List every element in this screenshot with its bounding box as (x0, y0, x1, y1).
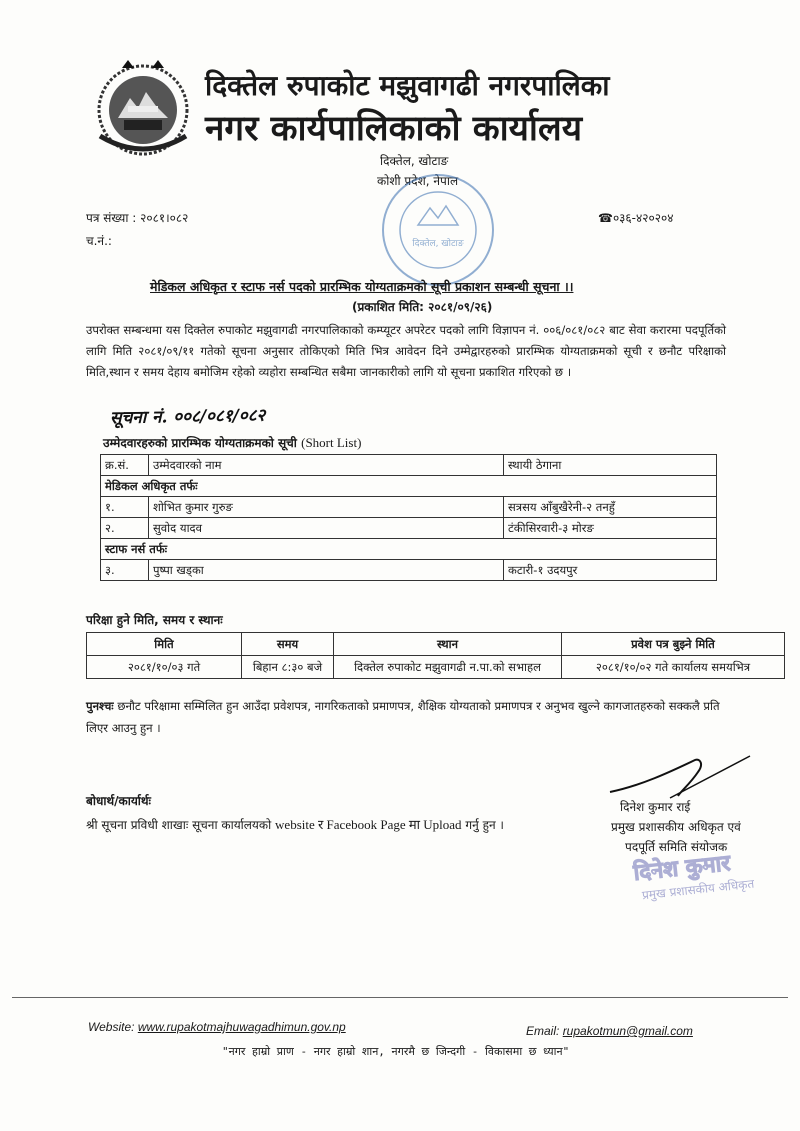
stamp-name: दिनेश कुमार (632, 851, 732, 887)
shortlist-title (103, 434, 361, 451)
signatory-name: दिनेश कुमार राई (620, 800, 691, 814)
email-label: Email: (526, 1024, 563, 1038)
letter-number: पत्र संख्या : २०८१।०८२ (86, 211, 189, 225)
dispatch-number: च.नं.: (86, 234, 112, 248)
cell-name: शोभित कुमार गुरुङ (149, 497, 504, 518)
municipality-name: दिक्तेल रुपाकोट मझुवागढी नगरपालिका (205, 69, 610, 102)
table-header-row (87, 633, 785, 656)
section-label-nurse: स्टाफ नर्स तर्फः (101, 539, 717, 560)
postscript-note (86, 695, 736, 739)
cc-line-a: श्री सूचना प्रविधी शाखाः सूचना कार्यालयको (86, 818, 276, 832)
shortlist-title-en: (Short List) (301, 435, 362, 450)
footer-motto: "नगर हाम्रो प्राण - नगर हाम्रो शान, नगरमै छ जिन्दगी - विकासमा छ ध्यान" (222, 1045, 570, 1058)
table-row (101, 497, 717, 518)
stamp-text: दिक्तेल, खोटाङ (412, 239, 464, 249)
cell-sn: २. (101, 518, 149, 539)
cell-date: २०८१/१०/०३ गते (87, 656, 242, 679)
table-row (101, 518, 717, 539)
shortlist-title-np: उम्मेदवारहरुको प्रारम्भिक योग्यताक्रमको सूची (103, 436, 297, 450)
cc-title: बोधार्थ/कार्यार्थः (86, 794, 151, 808)
col-header-date: मिति (87, 633, 242, 656)
exam-schedule-table (86, 632, 785, 679)
postscript-text: छनौट परिक्षामा सम्मिलित हुन आउँदा प्रवेशपत्र, नागरिकताको प्रमाणपत्र, शैक्षिक योग्यताको प्रमाणपत्र र अनुभव खुल्ने कागजातहरुको सक्कलै प्रति लिएर आउनु हुन । (86, 699, 720, 735)
office-name: नगर कार्यपालिकाको कार्यालय (205, 108, 583, 149)
shortlist-table (100, 454, 717, 581)
signature-icon (600, 752, 770, 800)
cell-address: टंकीसिरवारी-३ मोरङ (504, 518, 717, 539)
handwritten-notice-number: सूचना नं. ००८/०८१/०८२ (109, 405, 266, 429)
email-link[interactable]: rupakotmun@gmail.com (562, 1024, 693, 1038)
cell-venue: दिक्तेल रुपाकोट मझुवागढी न.पा.को सभाहल (334, 656, 562, 679)
footer-website (88, 1020, 346, 1034)
cell-address: कटारी-१ उदयपुर (504, 560, 717, 581)
cell-address: सत्रसय आँबुखैरेनी-२ तनहुँ (504, 497, 717, 518)
cc-line-c: गर्नु हुन । (461, 818, 504, 832)
table-row (101, 560, 717, 581)
section-label-medical: मेडिकल अधिकृत तर्फः (101, 476, 717, 497)
website-link[interactable]: www.rupakotmajhuwagadhimun.gov.np (137, 1020, 346, 1034)
col-header-name: उम्मेदवारको नाम (149, 455, 504, 476)
table-row (87, 656, 785, 679)
exam-schedule-title: परिक्षा हुने मिति, समय र स्थानः (86, 613, 223, 627)
name-stamp-icon (612, 842, 772, 904)
phone-number: ☎०३६-४२०२०४ (598, 211, 674, 225)
footer-divider (12, 997, 788, 998)
signatory-title-1: प्रमुख प्रशासकीय अधिकृत एवं (611, 820, 741, 834)
section-row-nurse (101, 539, 717, 560)
col-header-venue: स्थान (334, 633, 562, 656)
col-header-time: समय (242, 633, 334, 656)
cc-line (86, 815, 504, 833)
nepal-emblem-icon (92, 58, 194, 158)
cell-sn: १. (101, 497, 149, 518)
cc-line-b: website र Facebook Page मा Upload (275, 817, 462, 832)
notice-subject: मेडिकल अधिकृत र स्टाफ नर्स पदको प्रारम्भिक योग्यताक्रमको सूची प्रकाशन सम्बन्धी सूचना ।। (150, 279, 574, 294)
footer-email (526, 1024, 693, 1038)
stamp-title: प्रमुख प्रशासकीय अधिकृत (641, 876, 755, 903)
section-row-medical (101, 476, 717, 497)
cell-name: सुवोद यादव (149, 518, 504, 539)
website-label: Website: (88, 1020, 138, 1034)
cell-admit-card-date: २०८१/१०/०२ गते कार्यालय समयभित्र (562, 656, 785, 679)
signatory-title-2: पदपूर्ति समिति संयोजक (625, 840, 728, 854)
col-header-address: स्थायी ठेगाना (504, 455, 717, 476)
cell-name: पुष्पा खड्का (149, 560, 504, 581)
notice-body: उपरोक्त सम्बन्धमा यस दिक्तेल रुपाकोट मझुवागढी नगरपालिकाको कम्प्यूटर अपरेटर पदको लागि विज्ञापन नं. ००६/०८१/०८२ बाट सेवा करारमा पदपूर्तिको लागि मिति २०८१/०९/११ गतेको सूचना अनुसार तोकिएको मिति भित्र आवेदन दिने उम्मेद्वारहरुको प्रारम्भिक योग्यताक्रमको सूची र छनौट परिक्षाको मिति,स्थान र समय देहाय बमोजिम रहेको व्यहोरा सम्बन्धित सबैमा जानकारीको लागि यो सूचना प्रकाशित गरिएको छ । (86, 323, 727, 379)
cell-time: बिहान ८:३० बजे (242, 656, 334, 679)
address-line-2: कोशी प्रदेश, नेपाल (377, 174, 459, 188)
cell-sn: ३. (101, 560, 149, 581)
postscript-label: पुनश्चः (86, 699, 114, 713)
col-header-sn: क्र.सं. (101, 455, 149, 476)
col-header-admit-card-date: प्रवेश पत्र बुझ्ने मिति (562, 633, 785, 656)
office-stamp-icon (378, 170, 498, 290)
table-header-row (101, 455, 717, 476)
address-line-1: दिक्तेल, खोटाङ (380, 154, 449, 168)
published-date: (प्रकाशित मिति: २०८१/०९/२६) (352, 300, 493, 314)
